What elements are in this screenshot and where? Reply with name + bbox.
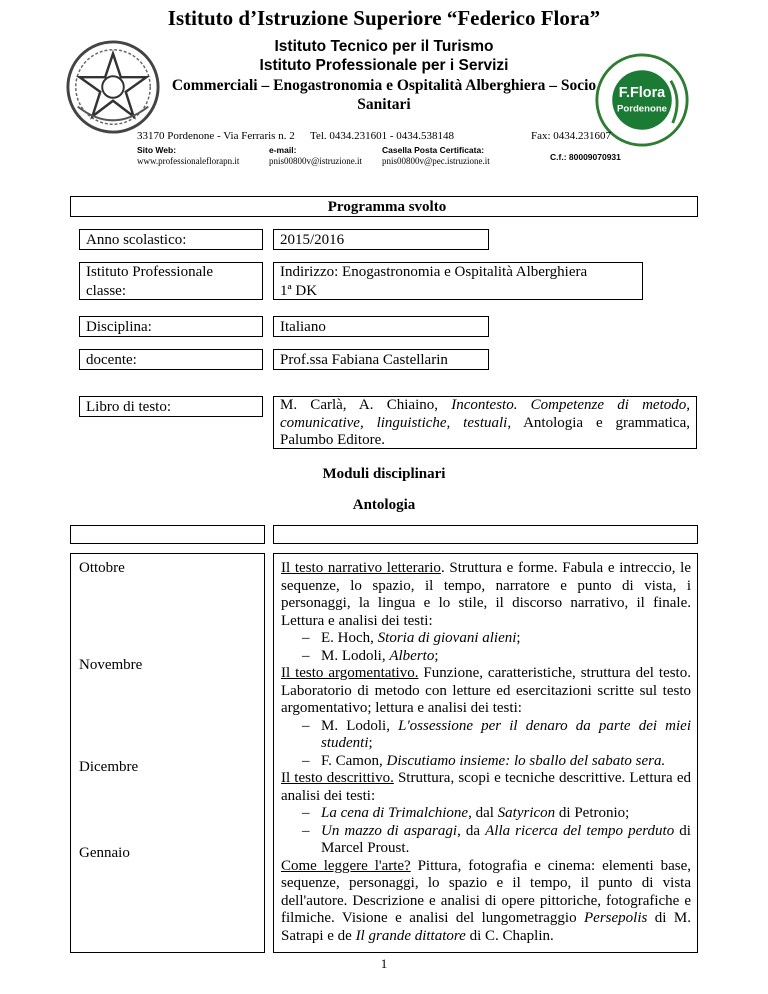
school-year-label: Anno scolastico:: [79, 229, 263, 250]
fiscal-code: C.f.: 80009070931: [550, 152, 621, 162]
january-topic: Come leggere l'arte?: [281, 857, 411, 874]
school-year-value: 2015/2016: [273, 229, 489, 250]
school-subtitle-courses: Commerciali – Enogastronomia e Ospitalità Alberghiera – Socio Sanitari: [171, 77, 597, 113]
pec-link[interactable]: pnis00800v@pec.istruzione.it: [382, 156, 490, 166]
page-number: 1: [380, 956, 388, 971]
list-item: [281, 630, 691, 648]
institute-class-label: [79, 262, 263, 300]
reading-title: Alberto: [389, 647, 435, 664]
school-name: Istituto d’Istruzione Superiore “Federico Flora”: [167, 6, 601, 30]
flora-logo-city: Pordenone: [616, 103, 668, 115]
november-readings: [281, 718, 691, 771]
web-link[interactable]: www.professionaleflorapn.it: [137, 156, 240, 166]
november-topic: Il testo argomentativo.: [281, 665, 419, 681]
december-readings: [281, 805, 691, 858]
subject-value: Italiano: [273, 316, 489, 337]
january-text-2: di M. Satrapi e de: [281, 910, 691, 944]
reading-title: Storia di giovani alieni: [377, 630, 517, 646]
teacher-label: docente:: [79, 349, 263, 370]
textbook-title: Incontesto. Competenze di metodo, comunicative, linguistiche, testuali: [280, 397, 691, 431]
month-october: Ottobre: [79, 560, 125, 576]
reading-punct: ;: [434, 647, 439, 664]
course-value: Indirizzo: Enogastronomia e Ospitalità Alberghiera: [280, 264, 588, 280]
month-january: Gennaio: [79, 845, 130, 861]
module-header-right: [273, 525, 698, 544]
list-item: [281, 823, 691, 858]
reading-author: F. Camon,: [321, 752, 387, 769]
reading-sep: , dal: [468, 805, 498, 821]
web-label: Sito Web:: [137, 145, 177, 155]
school-address: 33170 Pordenone - Via Ferraris n. 2: [137, 130, 295, 142]
reading-title: Un mazzo di asparagi: [321, 822, 458, 839]
october-text: . Struttura e forme. Fabula e intreccio, le sequenze, lo spazio, il tempo, narratore e punto di vista, i personaggi, la lingua e lo stile, il discorso narrativo, il finale. Lettura e analisi dei testi:: [281, 560, 691, 629]
october-readings: [281, 630, 691, 665]
class-label: classe:: [86, 283, 126, 299]
school-phone: Tel. 0434.231601 - 0434.538148: [310, 130, 455, 142]
email-label: e-mail:: [269, 145, 297, 155]
reading-author: di Petronio;: [555, 805, 630, 821]
module-header-left: [70, 525, 265, 544]
november-text: Funzione, caratteristiche, struttura del testo. Laboratorio di metodo con letture ed esercitazioni scritte sul testo argomentativo; lettura e analisi dei testi:: [281, 665, 691, 716]
teacher-value: Prof.ssa Fabiana Castellarin: [273, 349, 489, 370]
textbook-publisher: , Antologia e grammatica, Palumbo Editore.: [280, 414, 690, 448]
school-fax: Fax: 0434.231607: [531, 130, 612, 142]
pec-label: Casella Posta Certificata:: [382, 145, 485, 155]
january-text-3: di C. Chaplin.: [465, 927, 554, 944]
modules-heading: Moduli disciplinari: [322, 466, 446, 482]
december-description: [281, 770, 691, 805]
november-description: [281, 665, 691, 718]
january-text: Pittura, fotografia e cinema: elementi base, sequenze, personaggi, lo spazio e il tempo, il punto di vista dell'autore. Descrizione e analisi di opere pittoriche, fotografiche e filmiche. Visione e analisi del lungometraggio: [281, 857, 691, 926]
list-item: [281, 718, 691, 753]
december-text: Struttura, scopi e tecniche descrittive. Lettura ed analisi dei testi:: [281, 770, 691, 804]
reading-punct: ;: [516, 630, 521, 646]
list-item: [281, 648, 691, 666]
reading-source: Satyricon: [497, 805, 556, 821]
reading-author: di Marcel Proust.: [321, 822, 691, 856]
institute-label: Istituto Professionale: [86, 264, 214, 280]
document-title: Programma svolto: [70, 196, 698, 217]
month-november: Novembre: [79, 657, 143, 673]
subject-label: Disciplina:: [79, 316, 263, 337]
january-film-1: Persepolis: [584, 910, 648, 926]
anthology-heading: Antologia: [352, 497, 416, 513]
list-item: [281, 805, 691, 823]
month-december: Dicembre: [79, 759, 139, 775]
list-item: [281, 753, 691, 771]
october-description: [281, 560, 691, 630]
reading-author: M. Lodoli,: [321, 647, 390, 664]
textbook-label: Libro di testo:: [79, 396, 263, 417]
school-subtitle-tourism: Istituto Tecnico per il Turismo: [274, 38, 494, 55]
reading-title: La cena di Trimalchione: [321, 805, 469, 821]
italian-republic-emblem-icon: [64, 38, 162, 136]
reading-punct: ;: [368, 735, 373, 751]
reading-title: L'ossessione per il denaro da parte dei miei studenti: [321, 717, 691, 751]
reading-author: E. Hoch,: [321, 630, 378, 646]
class-value: 1ª DK: [280, 283, 318, 299]
reading-title: Discutiamo insieme: lo sballo del sabato sera.: [386, 752, 666, 769]
january-film-2: Il grande dittatore: [355, 927, 466, 944]
flora-logo-name: F.Flora: [618, 85, 666, 102]
reading-source: Alla ricerca del tempo perduto: [485, 822, 675, 839]
textbook-value: [273, 396, 697, 449]
reading-sep: , da: [457, 822, 486, 839]
module-months-column: [70, 553, 265, 953]
january-description: [281, 858, 691, 946]
december-topic: Il testo descrittivo.: [281, 770, 394, 786]
reading-author: M. Lodoli,: [321, 717, 399, 734]
module-content: [281, 560, 691, 945]
october-topic: Il testo narrativo letterario: [281, 560, 441, 576]
textbook-authors: M. Carlà, A. Chiaino,: [280, 397, 452, 413]
school-subtitle-services: Istituto Professionale per i Servizi: [259, 57, 509, 74]
institute-class-value: [273, 262, 643, 300]
email-link[interactable]: pnis00800v@istruzione.it: [269, 156, 363, 166]
